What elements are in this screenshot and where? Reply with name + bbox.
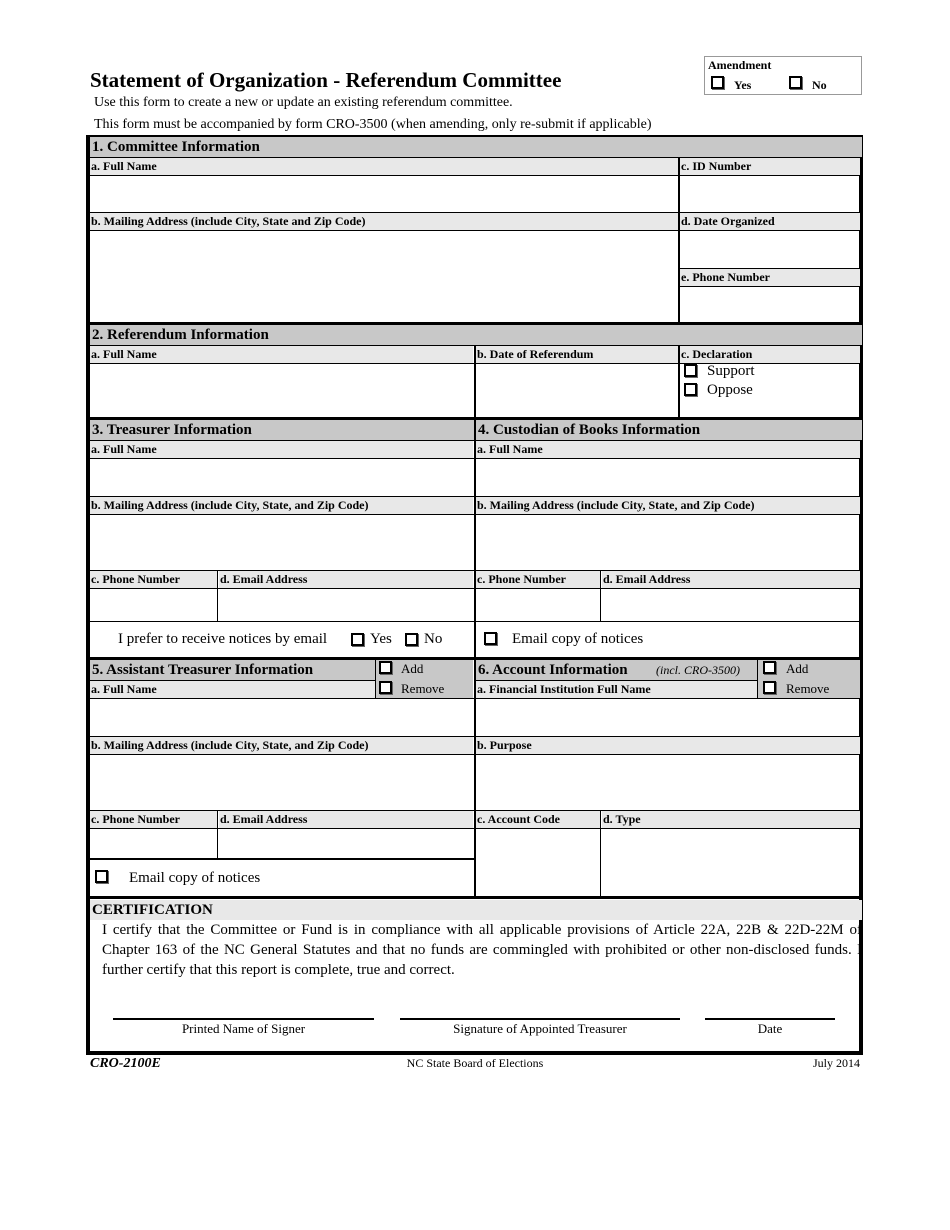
treasurer-full-name-field[interactable] [90,459,473,496]
committee-address-field[interactable] [90,231,678,322]
custodian-email-copy-label: Email copy of notices [512,631,644,647]
date-line[interactable] [705,1018,835,1020]
asst-treasurer-remove-label: Remove [401,681,445,696]
printed-name-caption: Printed Name of Signer [181,1021,306,1036]
referendum-full-name-field[interactable] [90,364,473,417]
certification-text: I certify that the Committee or Fund is in compliance with all applicable provisions of Article 22A, 22B & 22D-22M of Chapter 163 of the NC General Statutes and that no funds are commingled with prohibited or other non-disclosed funds. I further certify that this report is complete, true and correct. [102,922,862,978]
printed-name-line[interactable] [113,1018,374,1020]
asst-treasurer-email-field[interactable] [219,829,473,859]
section1-header: 1. Committee Information [90,137,862,157]
declaration-label: c. Declaration [680,346,860,363]
amendment-label: Amendment [708,58,772,72]
support-label: Support [707,363,755,379]
asst-treasurer-add-checkbox[interactable] [379,661,392,674]
treasurer-address-label: b. Mailing Address (include City, State, and Zip Code) [90,497,473,514]
agency-name: NC State Board of Elections [406,1056,544,1070]
committee-date-organized-field[interactable] [680,231,860,268]
amendment-box [704,56,862,95]
asst-treasurer-email-label: d. Email Address [219,811,473,828]
custodian-full-name-field[interactable] [476,459,860,496]
committee-id-label: c. ID Number [680,158,860,175]
committee-id-field[interactable] [680,176,860,212]
form-date: July 2014 [812,1056,860,1070]
committee-phone-field[interactable] [680,287,860,322]
treasurer-address-field[interactable] [90,515,473,570]
section6-header [476,660,758,680]
referendum-date-label: b. Date of Referendum [476,346,678,363]
purpose-label: b. Purpose [476,737,860,754]
notice-pref-label: I prefer to receive notices by email [118,631,328,647]
notice-yes-label: Yes [370,631,392,647]
asst-treasurer-add-label: Add [401,661,424,676]
account-add-label: Add [786,661,809,676]
committee-date-organized-label: d. Date Organized [680,213,860,230]
oppose-label: Oppose [707,382,753,398]
institution-field[interactable] [476,699,860,736]
asst-treasurer-phone-label: c. Phone Number [90,811,217,828]
custodian-email-label: d. Email Address [602,571,860,588]
custodian-email-field[interactable] [602,589,860,621]
account-remove-label: Remove [786,681,830,696]
notice-no-label: No [424,631,443,647]
form-id: CRO-2100E [90,1056,161,1071]
oppose-checkbox[interactable] [684,383,697,396]
committee-full-name-field[interactable] [90,176,678,212]
notice-yes-checkbox[interactable] [351,633,364,646]
amendment-no-checkbox[interactable] [789,76,802,89]
asst-treasurer-address-field[interactable] [90,755,473,810]
account-add-checkbox[interactable] [763,661,776,674]
asst-treasurer-address-label: b. Mailing Address (include City, State, and Zip Code) [90,737,473,754]
committee-address-label: b. Mailing Address (include City, State and Zip Code) [90,213,678,230]
treasurer-full-name-label: a. Full Name [90,441,473,458]
page-title: Statement of Organization - Referendum Committee [90,68,562,92]
treasurer-email-label: d. Email Address [219,571,473,588]
subtitle-2: This form must be accompanied by form CRO-3500 (when amending, only re-submit if applicable) [94,117,652,132]
treasurer-phone-field[interactable] [90,589,217,621]
custodian-phone-label: c. Phone Number [476,571,600,588]
signature-caption: Signature of Appointed Treasurer [453,1021,627,1036]
account-type-label: d. Type [602,811,860,828]
custodian-phone-field[interactable] [476,589,600,621]
referendum-full-name-label: a. Full Name [90,346,473,363]
certification-header: CERTIFICATION [90,900,862,920]
custodian-email-copy-checkbox[interactable] [484,632,497,645]
committee-phone-label: e. Phone Number [680,269,860,286]
custodian-address-label: b. Mailing Address (include City, State, and Zip Code) [476,497,860,514]
signature-line[interactable] [400,1018,680,1020]
section4-header: 4. Custodian of Books Information [476,420,862,440]
amendment-yes-label: Yes [734,78,752,92]
date-caption: Date [757,1021,783,1036]
treasurer-phone-label: c. Phone Number [90,571,217,588]
asst-treasurer-phone-field[interactable] [90,829,217,859]
custodian-address-field[interactable] [476,515,860,570]
section6-title: 6. Account Information [478,662,628,678]
asst-treasurer-full-name-label: a. Full Name [90,681,375,698]
asst-treasurer-remove-checkbox[interactable] [379,681,392,694]
support-checkbox[interactable] [684,364,697,377]
asst-treasurer-full-name-field[interactable] [90,699,473,736]
amendment-no-label: No [812,78,827,92]
amendment-yes-checkbox[interactable] [711,76,724,89]
asst-treasurer-email-copy-label: Email copy of notices [129,870,261,886]
section3-header: 3. Treasurer Information [90,420,475,440]
purpose-field[interactable] [476,755,860,810]
account-code-label: c. Account Code [476,811,600,828]
section5-header: 5. Assistant Treasurer Information [90,660,377,680]
asst-treasurer-email-copy-checkbox[interactable] [95,870,108,883]
treasurer-email-field[interactable] [219,589,473,621]
institution-label: a. Financial Institution Full Name [476,681,757,698]
account-code-field[interactable] [476,829,600,897]
referendum-date-field[interactable] [476,364,678,417]
custodian-full-name-label: a. Full Name [476,441,860,458]
section2-header: 2. Referendum Information [90,325,862,345]
subtitle-1: Use this form to create a new or update an existing referendum committee. [94,95,513,110]
section6-note: (incl. CRO-3500) [656,663,740,677]
notice-no-checkbox[interactable] [405,633,418,646]
account-type-field[interactable] [602,829,860,897]
account-remove-checkbox[interactable] [763,681,776,694]
committee-full-name-label: a. Full Name [90,158,678,175]
